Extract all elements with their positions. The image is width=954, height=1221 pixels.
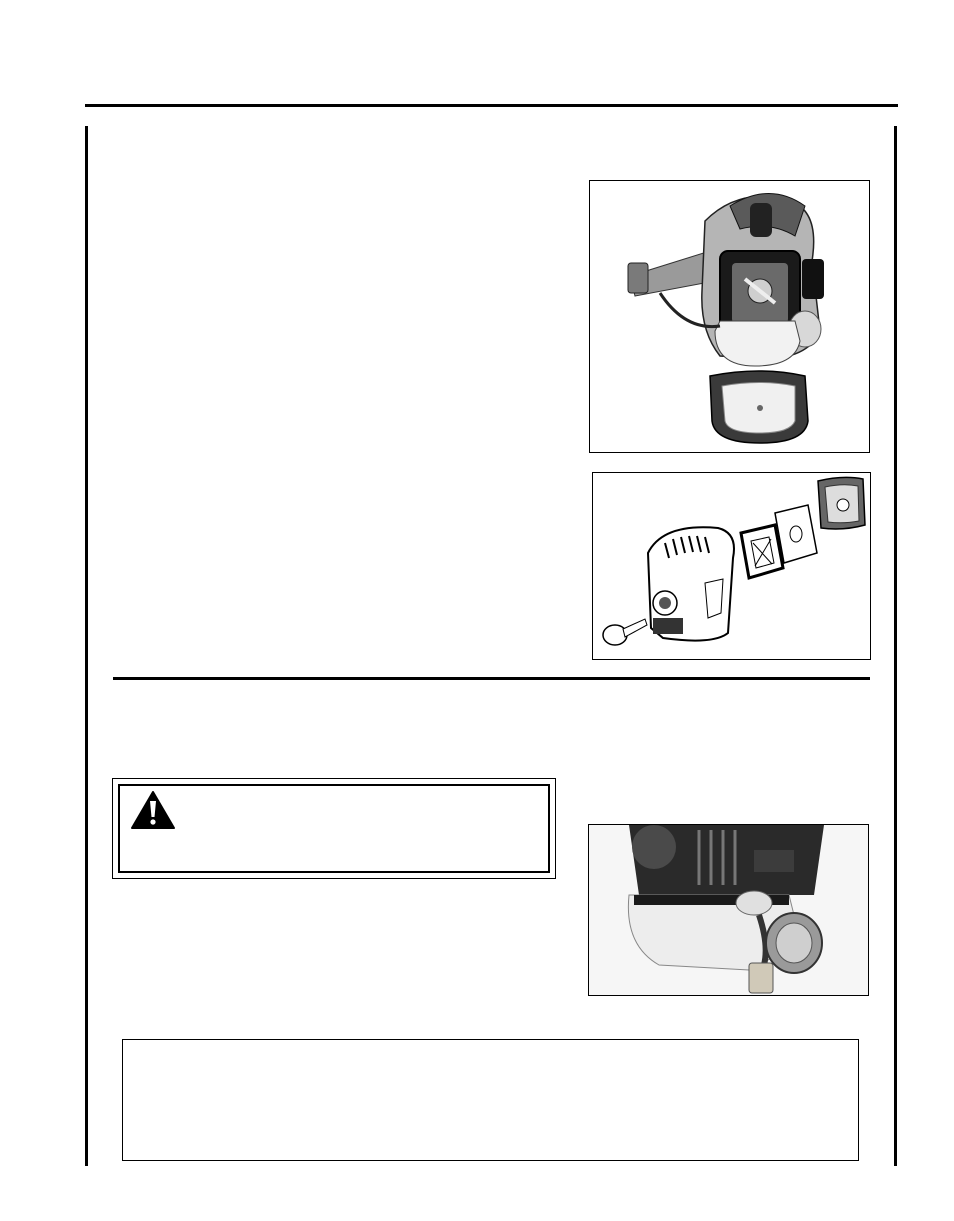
header-rule bbox=[85, 104, 898, 107]
right-margin-rule bbox=[894, 126, 897, 1166]
fuel-tank-photo bbox=[588, 824, 869, 996]
fuel-tank-illustration bbox=[589, 825, 868, 995]
warning-triangle-icon bbox=[130, 790, 176, 830]
trimmer-engine-photo bbox=[589, 180, 870, 453]
trimmer-engine-illustration bbox=[590, 181, 869, 452]
left-margin-rule bbox=[85, 126, 88, 1166]
air-filter-parts-illustration bbox=[593, 473, 870, 659]
warning-box bbox=[118, 784, 550, 873]
air-filter-parts-diagram bbox=[592, 472, 871, 660]
note-box bbox=[122, 1039, 859, 1161]
section-divider-rule bbox=[113, 677, 870, 680]
